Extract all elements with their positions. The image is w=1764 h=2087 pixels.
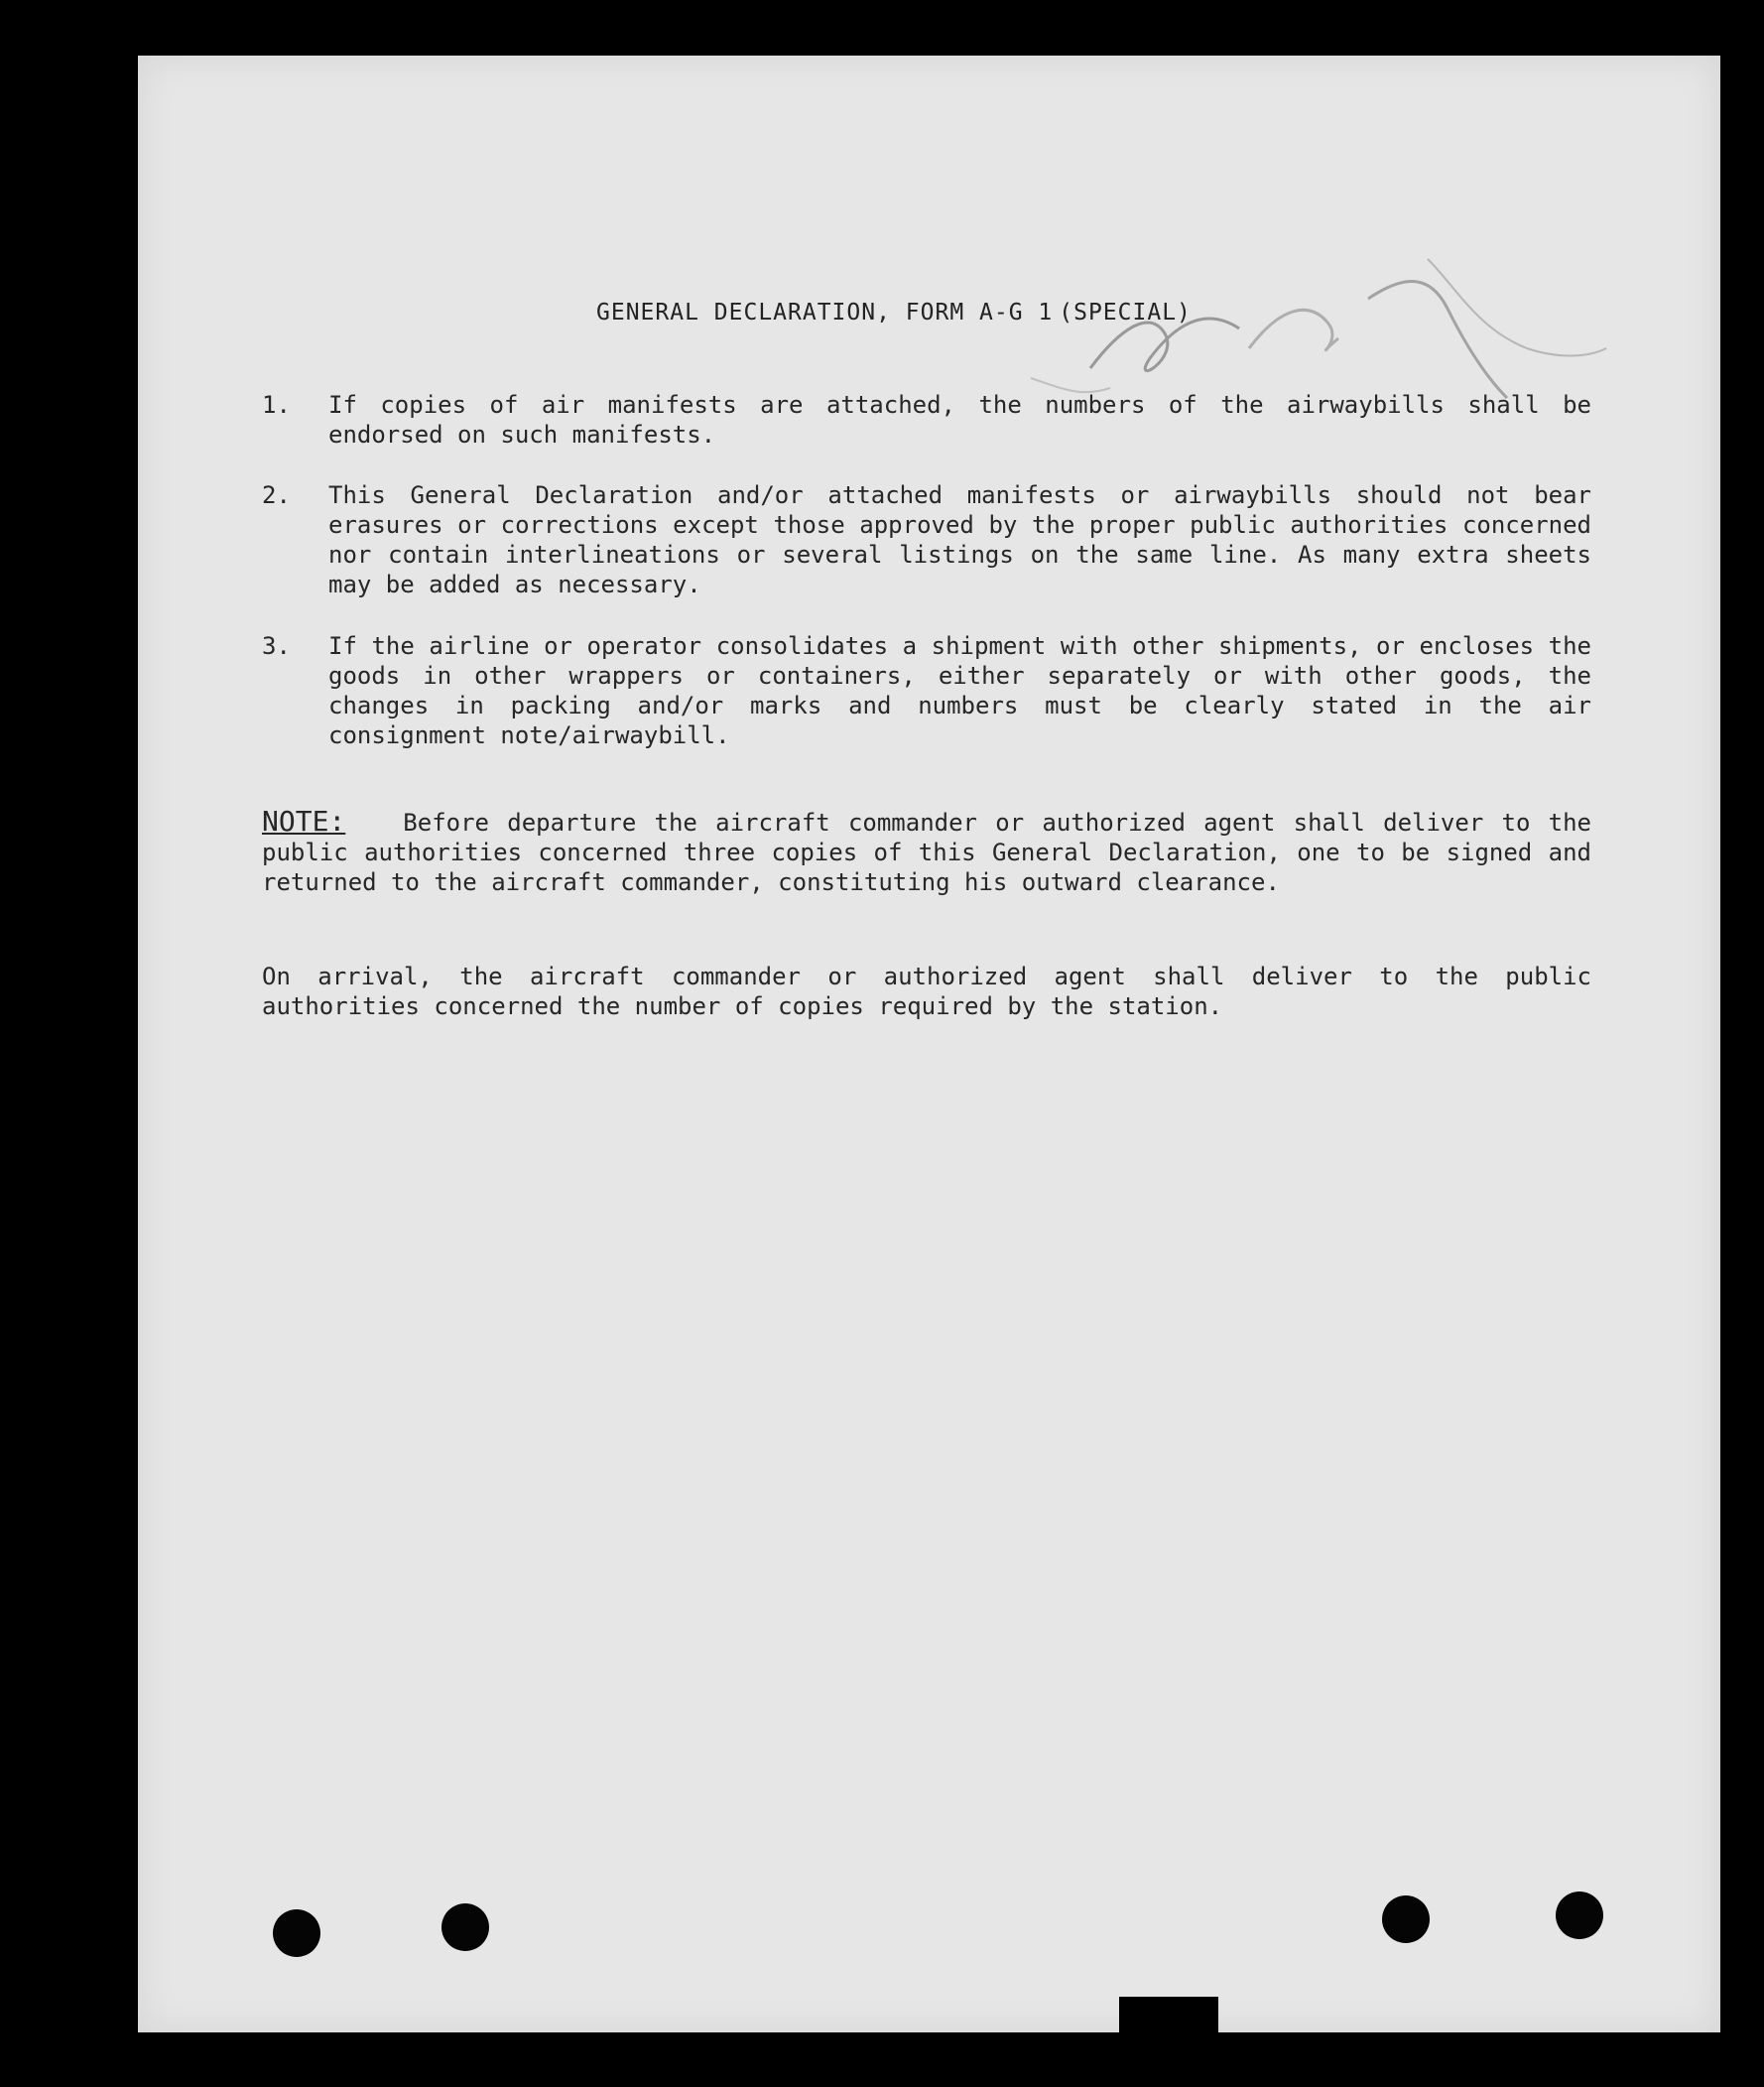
arrival-paragraph: On arrival, the aircraft commander or authorized agent shall deliver to the public authorities concerned the number of copies required by the station.	[262, 963, 1591, 1020]
instruction-item-3	[262, 631, 1591, 750]
note-text: Before departure the aircraft commander or authorized agent shall deliver to the public authorities concerned three copies of this General Declaration, one to be signed and returned to the aircraft commander, constituting his outward clearance.	[262, 809, 1591, 896]
punch-hole	[1556, 1891, 1603, 1939]
instruction-item-1	[262, 390, 1591, 450]
item-number: 3.	[262, 632, 291, 660]
item-text: If the airline or operator consolidates a shipment with other shipments, or encloses the goods in other wrappers or containers, either separately or with other goods, the changes in packing and/or marks and numbers must be clearly stated in the air consignment note/airwaybill.	[328, 632, 1591, 749]
item-number: 1.	[262, 391, 291, 419]
item-text: If copies of air manifests are attached, the numbers of the airwaybills shall be endorsed on such manifests.	[328, 391, 1591, 449]
punch-hole	[273, 1909, 320, 1957]
punch-hole	[1382, 1895, 1430, 1943]
instruction-item-2	[262, 480, 1591, 599]
item-text: This General Declaration and/or attached manifests or airwaybills should not bear erasures or corrections except those approved by the proper public authorities concerned nor contain interlineations or several listings on the same line. As many extra sheets may be added as necessary.	[328, 481, 1591, 598]
document-page	[138, 56, 1720, 2032]
title-main: GENERAL DECLARATION, FORM A-G 1	[596, 300, 1054, 326]
title-suffix: (SPECIAL)	[1059, 300, 1192, 326]
page-edge-tab	[1119, 1997, 1218, 2036]
item-number: 2.	[262, 481, 291, 509]
note-label: NOTE:	[262, 805, 346, 838]
punch-hole	[441, 1903, 489, 1951]
document-title	[596, 300, 1192, 326]
note-paragraph	[262, 807, 1591, 897]
